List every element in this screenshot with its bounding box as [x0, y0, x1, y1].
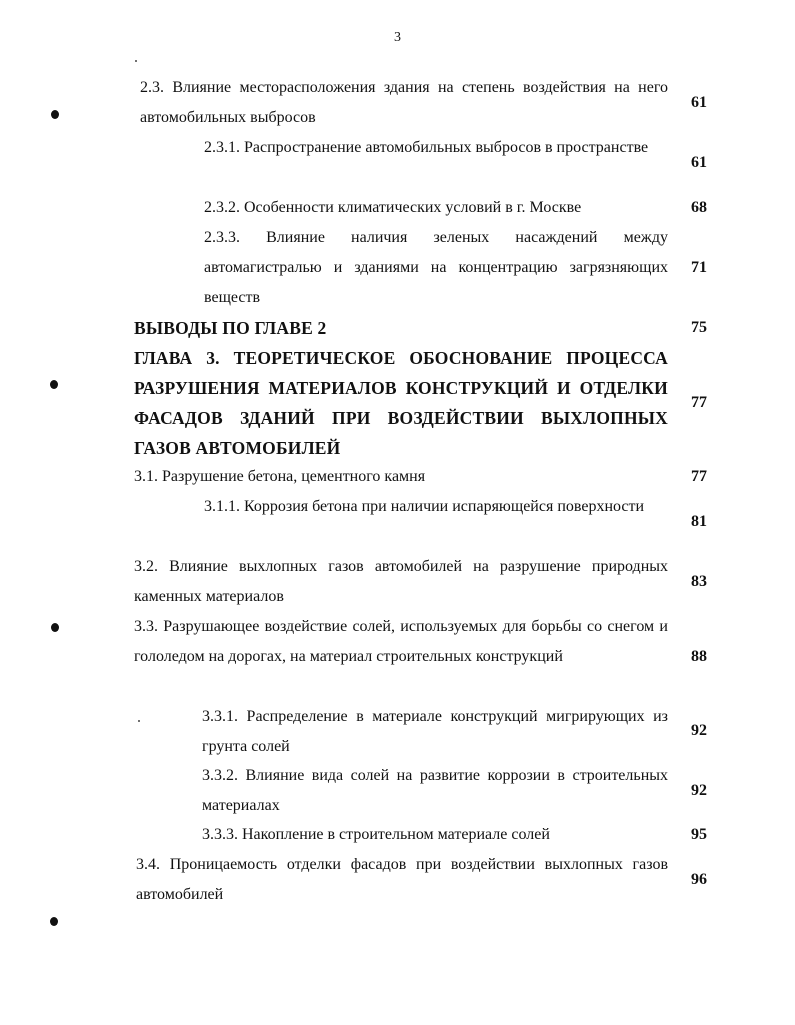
- toc-entry-text: ВЫВОДЫ ПО ГЛАВЕ 2: [134, 318, 327, 338]
- toc-entry-page: 77: [691, 394, 707, 411]
- toc-entry-page: 96: [691, 871, 707, 888]
- page-number: 3: [394, 30, 401, 45]
- toc-entry-page: 71: [691, 259, 707, 276]
- punch-hole-mark: [50, 380, 58, 389]
- toc-entry-page: 95: [691, 826, 707, 843]
- scan-speck: [138, 720, 140, 722]
- toc-entry-text: 3.1. Разрушение бетона, цементного камня: [134, 468, 426, 485]
- toc-entry-text: 3.1.1. Коррозия бетона при наличии испаряющейся поверхности: [204, 498, 645, 515]
- toc-entry-text: 3.2. Влияние выхлопных газов автомобилей на разрушение природных каменных материалов: [134, 558, 668, 605]
- toc-entry-page: 61: [691, 154, 707, 171]
- toc-entry-page: 92: [691, 782, 707, 799]
- toc-entry-text: 3.3. Разрушающее воздействие солей, используемых для борьбы со снегом и гололедом на дорогах, на материал строительных конструкций: [134, 618, 668, 665]
- toc-entry-page: 88: [691, 648, 707, 665]
- toc-entry-page: 68: [691, 199, 707, 216]
- toc-entry-text: 2.3.2. Особенности климатических условий в г. Москве: [204, 199, 582, 216]
- toc-entry-text: ГЛАВА 3. ТЕОРЕТИЧЕСКОЕ ОБОСНОВАНИЕ ПРОЦЕССА РАЗРУШЕНИЯ МАТЕРИАЛОВ КОНСТРУКЦИЙ И ОТДЕЛКИ ФАСАДОВ ЗДАНИЙ ПРИ ВОЗДЕЙСТВИИ ВЫХЛОПНЫХ ГАЗОВ АВТОМОБИЛЕЙ: [134, 348, 668, 458]
- toc-entry-page: 92: [691, 722, 707, 739]
- toc-entry-page: 81: [691, 513, 707, 530]
- toc-entry-page: 83: [691, 573, 707, 590]
- toc-entry-text: 3.3.3. Накопление в строительном материале солей: [202, 826, 550, 843]
- punch-hole-mark: [51, 110, 59, 119]
- toc-entry-text: 3.3.2. Влияние вида солей на развитие коррозии в строительных материалах: [202, 767, 668, 814]
- scan-speck: [135, 60, 137, 62]
- toc-entry-text: 2.3. Влияние месторасположения здания на степень воздействия на него автомобильных выбросов: [140, 79, 668, 126]
- toc-entry-text: 2.3.3. Влияние наличия зеленых насаждений между автомагистралью и зданиями на концентрацию загрязняющих веществ: [204, 229, 668, 306]
- toc-entry-page: 77: [691, 468, 707, 485]
- punch-hole-mark: [50, 917, 58, 926]
- punch-hole-mark: [51, 623, 59, 632]
- toc-entry-page: 61: [691, 94, 707, 111]
- toc-entry-page: 75: [691, 319, 707, 336]
- toc-entry-text: 3.4. Проницаемость отделки фасадов при воздействии выхлопных газов автомобилей: [136, 856, 668, 903]
- toc-entry-text: 2.3.1. Распространение автомобильных выбросов в пространстве: [204, 139, 649, 156]
- toc-entry-text: 3.3.1. Распределение в материале конструкций мигрирующих из грунта солей: [202, 708, 668, 755]
